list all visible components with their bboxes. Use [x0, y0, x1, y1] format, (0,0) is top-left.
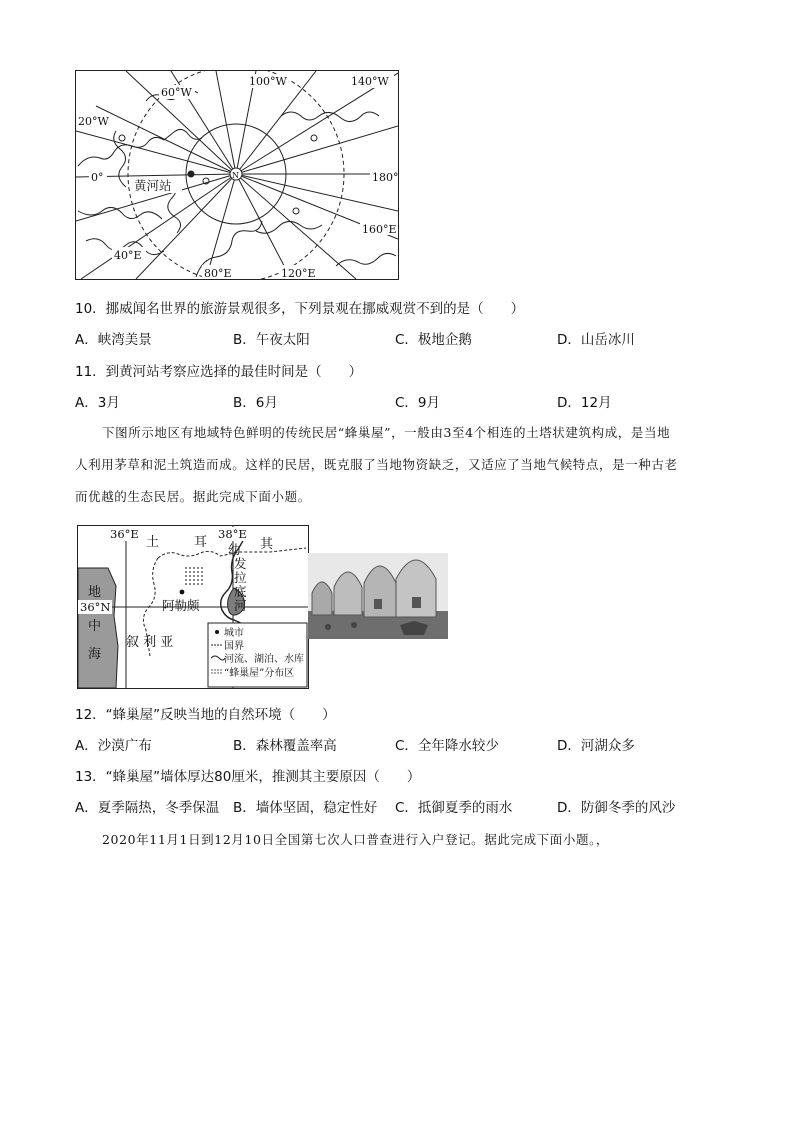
lat-label-36n: 36°N [80, 600, 111, 614]
syria-label: 叙 利 亚 [126, 635, 174, 650]
city-label: 阿勒颇 [162, 598, 200, 613]
q13-option-a[interactable]: A．夏季隔热，冬季保温 [75, 800, 220, 816]
region-map-svg [78, 526, 308, 688]
lon-label-38e: 38°E [218, 527, 247, 541]
question-13-stem: 13．“蜂巢屋”墙体厚达80厘米，推测其主要原因（ ） [75, 769, 421, 785]
map-label-20w: 20°W [78, 115, 109, 128]
river-char-4: 底 [234, 584, 247, 599]
q10-option-c[interactable]: C．极地企鹅 [395, 332, 472, 348]
map-label-120e: 120°E [281, 267, 316, 279]
question-11-stem: 11．到黄河站考察应选择的最佳时间是（ ） [75, 364, 363, 380]
turkey-char-1: 土 [146, 535, 160, 550]
beehive-house-photo [308, 553, 448, 639]
q11-option-c[interactable]: C．9月 [395, 395, 441, 411]
intro2-line: 2020年11月1日到12月10日全国第七次人口普查进行入户登记。据此完成下面小题。， [102, 832, 610, 847]
station-label: 黄河站 [134, 178, 172, 193]
legend-city: 城市 [224, 628, 244, 639]
turkey-char-3: 其 [260, 537, 274, 552]
turkey-char-2: 耳 [194, 535, 208, 550]
lon-label-36e: 36°E [110, 527, 139, 541]
beehive-house-drawing [308, 553, 448, 639]
map-label-80e: 80°E [204, 267, 232, 279]
sea-char-3: 海 [88, 647, 102, 662]
sea-char-2: 中 [88, 619, 102, 634]
region-map [77, 525, 309, 689]
map-label-0: 0° [91, 171, 104, 184]
q12-option-d[interactable]: D．河湖众多 [557, 738, 635, 754]
q11-option-a[interactable]: A．3月 [75, 395, 120, 411]
map-label-140w: 140°W [351, 75, 389, 88]
legend-border: 国界 [224, 641, 244, 652]
legend-river: 河流、湖泊、水库 [224, 654, 304, 665]
q12-option-b[interactable]: B．森林覆盖率高 [233, 738, 337, 754]
river-char-1: 幼 [228, 542, 241, 557]
pole-label: N [232, 171, 239, 180]
sea-char-1: 地 [88, 585, 102, 600]
intro-line-2: 人利用茅草和泥土筑造而成。这样的民居，既克服了当地物资缺乏，又适应了当地气候特点，是一种古老 [75, 457, 678, 472]
map-label-180: 180° [372, 171, 398, 184]
q12-option-a[interactable]: A．沙漠广布 [75, 738, 152, 754]
q10-option-b[interactable]: B．午夜太阳 [233, 332, 310, 348]
q10-option-a[interactable]: A．峡湾美景 [75, 332, 152, 348]
river-char-3: 拉 [234, 570, 247, 585]
river-char-5: 河 [234, 598, 247, 613]
river-char-2: 发 [234, 556, 247, 571]
map-label-40e: 40°E [114, 249, 142, 262]
intro-line-1: 下图所示地区有地域特色鲜明的传统民居“蜂巢屋”，一般由3至4个相连的土塔状建筑构成，是当地 [102, 425, 671, 440]
polar-map [75, 70, 399, 280]
q10-option-d[interactable]: D．山岳冰川 [557, 332, 635, 348]
map-label-100w: 100°W [249, 75, 287, 88]
q13-option-b[interactable]: B．墙体坚固，稳定性好 [233, 800, 378, 816]
q12-option-c[interactable]: C．全年降水较少 [395, 738, 499, 754]
map-label-60w: 60°W [161, 86, 192, 99]
polar-map-svg [76, 71, 398, 279]
question-12-stem: 12．“蜂巢屋”反映当地的自然环境（ ） [75, 707, 336, 723]
map-label-160e: 160°E [362, 223, 397, 236]
q11-option-b[interactable]: B．6月 [233, 395, 278, 411]
q13-option-c[interactable]: C．抵御夏季的雨水 [395, 800, 513, 816]
intro-line-3: 而优越的生态民居。据此完成下面小题。 [75, 489, 311, 504]
question-10-stem: 10．挪威闻名世界的旅游景观很多，下列景观在挪威观赏不到的是（ ） [75, 301, 525, 317]
legend-beehive-area: “蜂巢屋”分布区 [224, 668, 295, 679]
q13-option-d[interactable]: D．防御冬季的风沙 [557, 800, 676, 816]
q11-option-d[interactable]: D．12月 [557, 395, 612, 411]
